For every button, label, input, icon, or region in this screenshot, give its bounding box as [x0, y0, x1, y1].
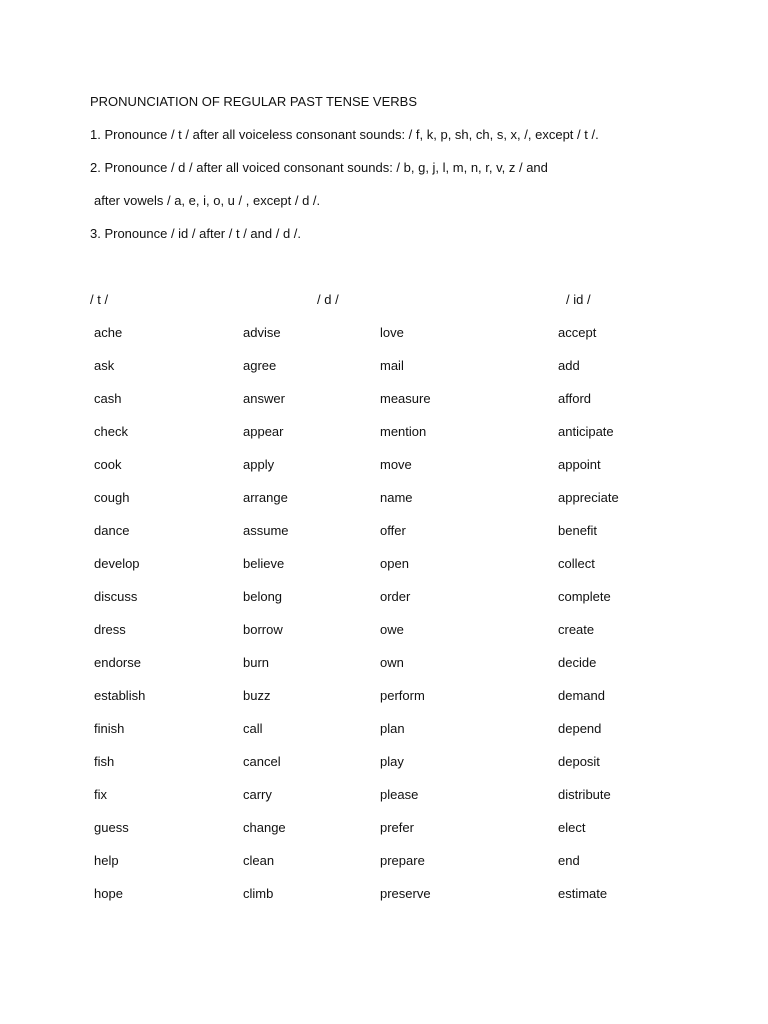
verb-item: prefer — [380, 820, 414, 835]
verb-item: apply — [243, 457, 275, 472]
verb-item: name — [380, 490, 413, 505]
verb-item: perform — [380, 688, 425, 703]
verb-item: help — [94, 853, 119, 868]
verb-item: dress — [94, 622, 126, 637]
verb-item: love — [380, 325, 404, 340]
verb-item: ask — [94, 358, 115, 373]
word-column-d-1 — [243, 326, 289, 920]
verb-item: cash — [94, 391, 122, 406]
verb-item: play — [380, 754, 404, 769]
rule-2-continuation: after vowels / a, e, i, o, u / , except / d /. — [94, 193, 321, 208]
rule-2: 2. Pronounce / d / after all voiced consonant sounds: / b, g, j, l, m, n, r, v, z / and — [90, 160, 548, 175]
verb-item: endorse — [94, 655, 141, 670]
verb-item: appear — [243, 424, 284, 439]
verb-item: afford — [558, 391, 592, 406]
verb-item: fish — [94, 754, 115, 769]
verb-item: answer — [243, 391, 285, 406]
verb-item: distribute — [558, 787, 611, 802]
verb-item: end — [558, 853, 580, 868]
verb-item: demand — [558, 688, 605, 703]
verb-item: check — [94, 424, 128, 439]
rule-1: 1. Pronounce / t / after all voiceless consonant sounds: / f, k, p, sh, ch, s, x, /, except / t /. — [90, 127, 599, 142]
verb-item: fix — [94, 787, 107, 802]
verb-item: plan — [380, 721, 405, 736]
header-d: / d / — [317, 292, 339, 307]
header-t: / t / — [90, 292, 109, 307]
verb-item: cook — [94, 457, 122, 472]
verb-item: create — [558, 622, 595, 637]
verb-item: burn — [243, 655, 270, 670]
verb-item: finish — [94, 721, 125, 736]
word-column-id — [558, 326, 619, 920]
verb-item: borrow — [243, 622, 283, 637]
verb-item: depend — [558, 721, 602, 736]
verb-item: owe — [380, 622, 404, 637]
verb-item: cough — [94, 490, 130, 505]
verb-item: establish — [94, 688, 146, 703]
header-id: / id / — [566, 292, 591, 307]
verb-item: agree — [243, 358, 277, 373]
verb-item: dance — [94, 523, 130, 538]
verb-item: complete — [558, 589, 611, 604]
verb-item: offer — [380, 523, 406, 538]
rule-3: 3. Pronounce / id / after / t / and / d /. — [90, 226, 302, 241]
verb-item: accept — [558, 325, 597, 340]
verb-item: believe — [243, 556, 285, 571]
verb-item: appreciate — [558, 490, 619, 505]
verb-item: ache — [94, 325, 123, 340]
verb-item: climb — [243, 886, 274, 901]
verb-item: arrange — [243, 490, 288, 505]
document-title: PRONUNCIATION OF REGULAR PAST TENSE VERBS — [90, 94, 417, 109]
verb-item: clean — [243, 853, 275, 868]
verb-item: cancel — [243, 754, 281, 769]
verb-item: mention — [380, 424, 427, 439]
verb-item: estimate — [558, 886, 608, 901]
verb-item: collect — [558, 556, 595, 571]
verb-item: preserve — [380, 886, 431, 901]
verb-item: anticipate — [558, 424, 614, 439]
verb-item: own — [380, 655, 404, 670]
word-column-d-2 — [380, 326, 431, 920]
verb-item: add — [558, 358, 580, 373]
verb-item: discuss — [94, 589, 138, 604]
verb-item: hope — [94, 886, 123, 901]
verb-item: elect — [558, 820, 586, 835]
verb-item: benefit — [558, 523, 598, 538]
verb-item: open — [380, 556, 409, 571]
verb-item: assume — [243, 523, 289, 538]
verb-item: measure — [380, 391, 431, 406]
verb-item: guess — [94, 820, 129, 835]
verb-item: order — [380, 589, 411, 604]
verb-item: please — [380, 787, 419, 802]
verb-item: decide — [558, 655, 597, 670]
word-column-t — [94, 326, 145, 920]
verb-item: buzz — [243, 688, 271, 703]
verb-item: appoint — [558, 457, 601, 472]
verb-item: deposit — [558, 754, 600, 769]
verb-item: belong — [243, 589, 283, 604]
verb-item: call — [243, 721, 263, 736]
verb-item: change — [243, 820, 286, 835]
verb-item: advise — [243, 325, 281, 340]
verb-item: move — [380, 457, 412, 472]
verb-item: carry — [243, 787, 272, 802]
verb-item: develop — [94, 556, 140, 571]
verb-item: mail — [380, 358, 404, 373]
verb-item: prepare — [380, 853, 425, 868]
